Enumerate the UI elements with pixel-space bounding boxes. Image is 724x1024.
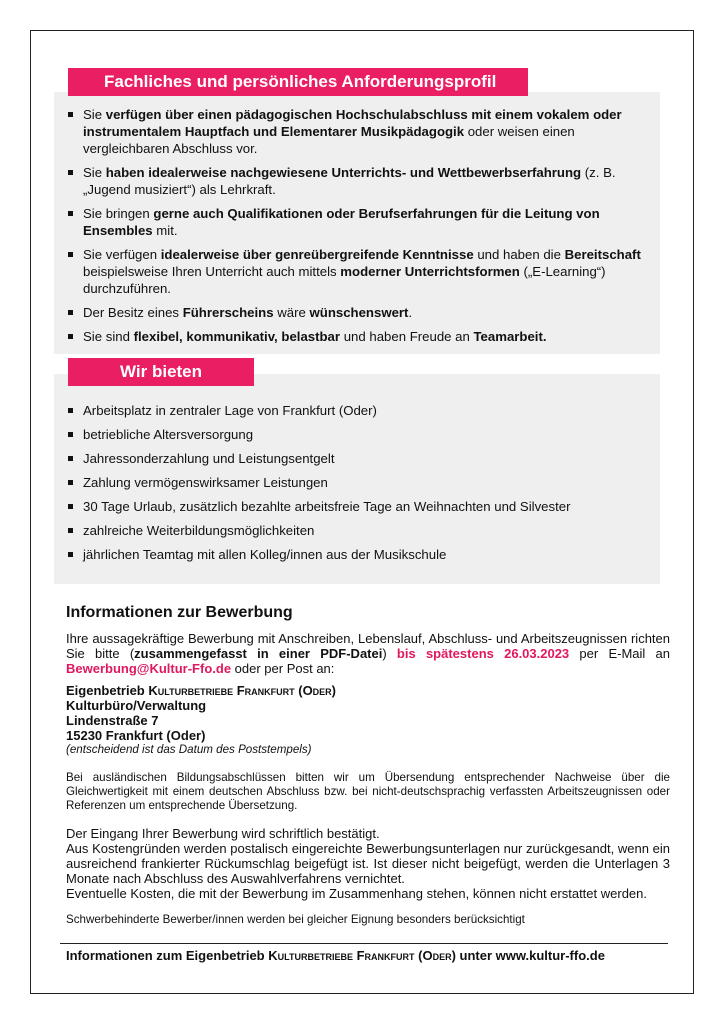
offer-heading: Wir bieten [68,358,254,386]
address-line-4: 15230 Frankfurt (Oder) [66,728,206,743]
intro-text: ) [382,646,397,661]
application-intro [66,631,670,676]
bullet-icon [68,211,73,216]
offer-item: 30 Tage Urlaub, zusätzlich bezahlte arbeitsfreie Tage an Weihnachten und Silvester [56,498,646,515]
application-section [66,603,670,927]
address-line-3: Lindenstraße 7 [66,713,159,728]
application-heading: Informationen zur Bewerbung [66,604,293,621]
intro-text: per E-Mail an [569,646,670,661]
bullet-icon [68,334,73,339]
profile-item: Sie verfügen über einen pädagogischen Hochschulabschluss mit einem vokalem oder instrumentalem Hauptfach und Elementarer Musikpädagogik oder weisen einen vergleichbaren Abschluss vor. [56,106,646,157]
profile-item: Sie haben idealerweise nachgewiesene Unterrichts- und Wettbewerbserfahrung (z. B. „Jugend musiziert“) als Lehrkraft. [56,164,646,198]
offer-item: zahlreiche Weiterbildungsmöglichkeiten [56,522,646,539]
profile-item: Der Besitz eines Führerscheins wäre wünschenswert. [56,304,646,321]
bullet-icon [68,432,73,437]
return-note: Aus Kostengründen werden postalisch eingereichte Bewerbungsunterlagen nur zurückgesandt, wenn ein ausreichend frankierter Rückumschlag beigefügt ist. Ist dieser nicht beigefügt, werden die Unterlagen 3 Monate nach Abschluss des Auswahlverfahrens vernichtet. [66,841,670,886]
bullet-icon [68,480,73,485]
offer-list [56,402,646,570]
bullet-icon [68,528,73,533]
profile-list [56,106,646,352]
bullet-icon [68,408,73,413]
profile-item: Sie bringen gerne auch Qualifikationen oder Berufserfahrungen für die Leitung von Ensembles mit. [56,205,646,239]
offer-item: jährlichen Teamtag mit allen Kolleg/innen aus der Musikschule [56,546,646,563]
bullet-icon [68,252,73,257]
bullet-icon [68,456,73,461]
bullet-icon [68,310,73,315]
postal-address [66,683,670,743]
offer-item: betriebliche Altersversorgung [56,426,646,443]
intro-pdf-note: zusammengefasst in einer PDF-Datei [134,646,383,661]
deadline-text: bis spätestens 26.03.2023 [396,646,570,661]
disability-note: Schwerbehinderte Bewerber/innen werden bei gleicher Eignung besonders berücksichtigt [66,913,525,926]
profile-item: Sie sind flexibel, kommunikativ, belastbar und haben Freude an Teamarbeit. [56,328,646,345]
email-link[interactable]: Bewerbung@Kultur-Ffo.de [66,661,232,676]
website-link[interactable]: unter www.kultur-ffo.de [455,948,605,963]
bullet-icon [68,552,73,557]
footer-divider [60,943,668,944]
offer-item: Jahressonderzahlung und Leistungsentgelt [56,450,646,467]
foreign-degree-note: Bei ausländischen Bildungsabschlüssen bitten wir um Übersendung entsprechender Nachweise über die Gleichwertigkeit mit einem deutschen Abschluss bzw. bei nicht-deutschsprachig verfassten Arbeitszeugnissen oder Referenzen um entsprechende Übersetzung. [66,771,670,812]
address-line-2: Kulturbüro/Verwaltung [66,698,207,713]
bullet-icon [68,112,73,117]
profile-item: Sie verfügen idealerweise über genreübergreifende Kenntnisse und haben die Bereitschaft beispielsweise Ihren Unterricht auch mittels moderner Unterrichtsformen („E-Learning“) durchzuführen. [56,246,646,297]
receipt-note: Der Eingang Ihrer Bewerbung wird schriftlich bestätigt. [66,826,380,841]
bullet-icon [68,504,73,509]
address-line-1: Eigenbetrieb Kulturbetriebe Frankfurt (Oder) [66,683,337,698]
bullet-icon [68,170,73,175]
footer-info: Informationen zum Eigenbetrieb Kulturbetriebe Frankfurt (Oder) unter www.kultur-ffo.de [66,948,605,963]
offer-item: Zahlung vermögenswirksamer Leistungen [56,474,646,491]
profile-heading: Fachliches und persönliches Anforderungsprofil [68,68,528,96]
offer-item: Arbeitsplatz in zentraler Lage von Frankfurt (Oder) [56,402,646,419]
intro-text: Ihre aussagekräftige Bewerbung mit Anschreiben, Lebenslauf, Abschluss- und Arbeitszeugnissen richten Sie bitte ( [66,631,670,661]
costs-note: Eventuelle Kosten, die mit der Bewerbung im Zusammenhang stehen, können nicht erstattet werden. [66,886,647,901]
intro-text: oder per Post an: [231,661,335,676]
postmark-note: (entscheidend ist das Datum des Poststempels) [66,743,312,756]
